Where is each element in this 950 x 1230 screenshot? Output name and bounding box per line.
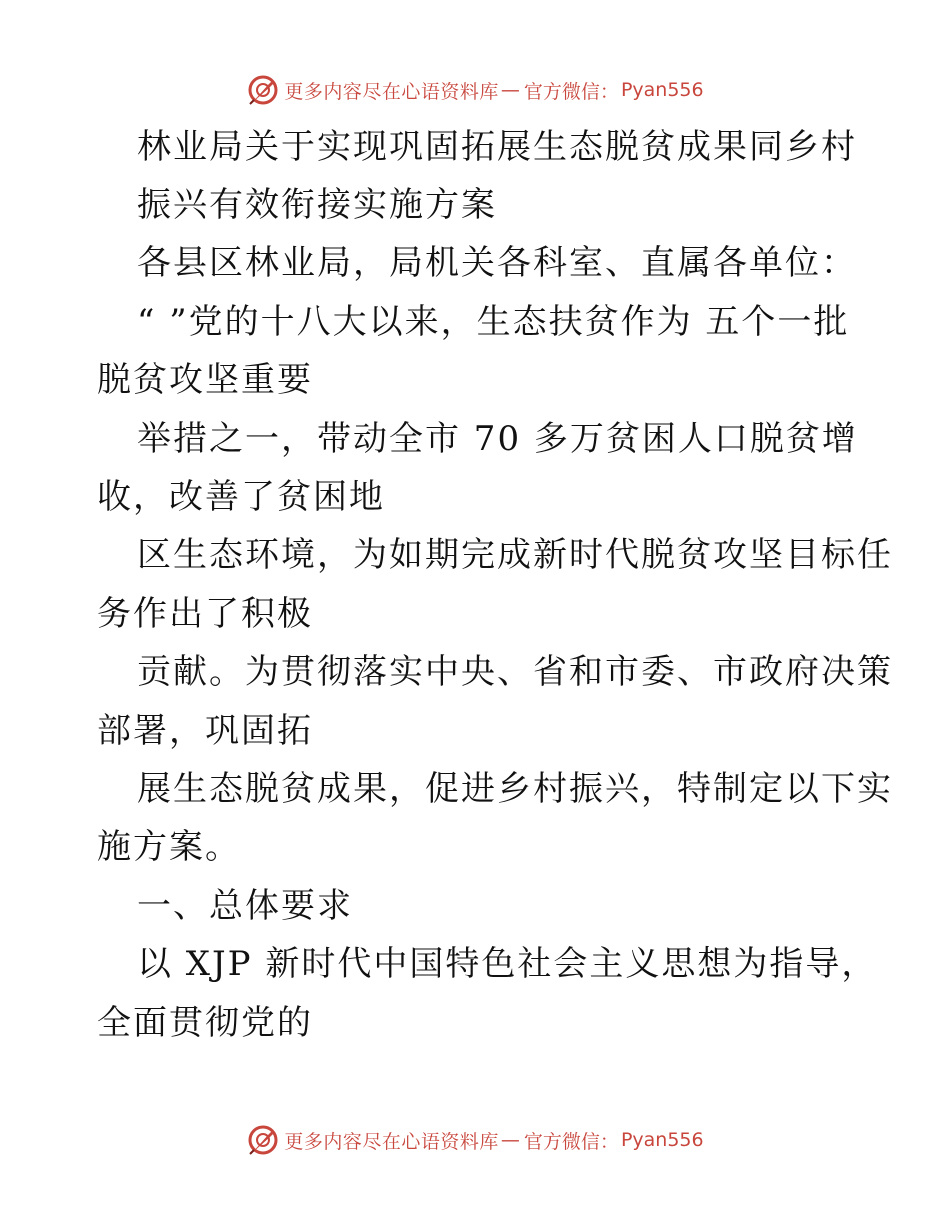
pen-logo-icon bbox=[246, 73, 280, 107]
watermark-label: 官方微信： bbox=[523, 1130, 619, 1153]
paragraph-line: 全面贯彻党的 bbox=[97, 1003, 313, 1043]
paragraph-line: 务作出了积极 bbox=[97, 594, 313, 634]
paragraph-line: 区生态环境，为如期完成新时代脱贫攻坚目标任 bbox=[137, 535, 893, 575]
document-title-line-2: 振兴有效衔接实施方案 bbox=[137, 185, 497, 225]
salutation-line: 各县区林业局，局机关各科室、直属各单位： bbox=[137, 243, 857, 283]
header-watermark bbox=[0, 70, 950, 110]
paragraph-line: 展生态脱贫成果，促进乡村振兴，特制定以下实 bbox=[137, 769, 893, 809]
watermark-text: 更多内容尽在心语资料库 bbox=[284, 1130, 499, 1153]
watermark-label: 官方微信： bbox=[523, 80, 619, 103]
pen-logo-icon bbox=[246, 1123, 280, 1157]
watermark-id: Pyan556 bbox=[620, 79, 704, 101]
watermark-text: 更多内容尽在心语资料库 bbox=[284, 80, 499, 103]
paragraph-line: 贡献。为贯彻落实中央、省和市委、市政府决策 bbox=[137, 652, 893, 692]
paragraph-line: 脱贫攻坚重要 bbox=[97, 360, 313, 400]
document-title-line-1: 林业局关于实现巩固拓展生态脱贫成果同乡村 bbox=[137, 127, 857, 167]
section-heading: 一、总体要求 bbox=[137, 886, 353, 926]
paragraph-line: 收，改善了贫困地 bbox=[97, 477, 385, 517]
paragraph-line: 施方案。 bbox=[97, 827, 241, 867]
paragraph-line: 部署，巩固拓 bbox=[97, 711, 313, 751]
paragraph-line: 举措之一，带动全市 70 多万贫困人口脱贫增 bbox=[137, 419, 858, 459]
watermark-separator: — bbox=[500, 1129, 520, 1151]
paragraph-line: 以 XJP 新时代中国特色社会主义思想为指导， bbox=[137, 944, 878, 984]
paragraph-line: “ ”党的十八大以来，生态扶贫作为 五个一批 bbox=[137, 302, 850, 342]
watermark-id: Pyan556 bbox=[620, 1129, 704, 1151]
footer-watermark bbox=[0, 1120, 950, 1160]
watermark-separator: — bbox=[500, 79, 520, 101]
